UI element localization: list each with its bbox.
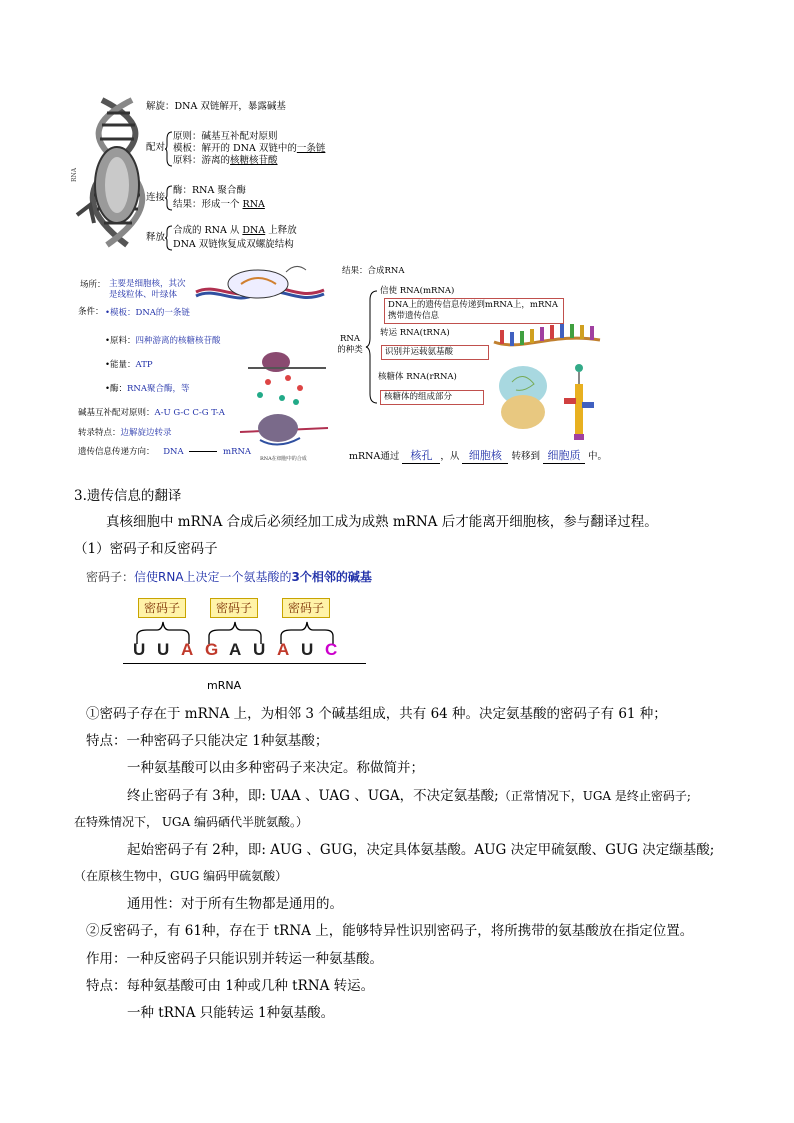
cond-material: •原料：四种游离的核糖核苷酸 bbox=[105, 336, 221, 346]
para-universality: 通用性：对于所有生物都是通用的。 bbox=[127, 896, 343, 912]
rrna-title: 核糖体 RNA(rRNA) bbox=[378, 372, 457, 382]
cond-label: 条件： bbox=[78, 307, 104, 317]
para-stop-note: 在特殊情况下， UGA 编码硒代半胱氨酸。） bbox=[74, 815, 308, 829]
rna-synthesis-figure bbox=[238, 340, 330, 462]
codon-box-2: 密码子 bbox=[210, 598, 258, 618]
para-anticodon: ②反密码子，有 61种，存在于 tRNA 上，能够特异性识别密码子，将所携带的氨基酸放在指定位置。 bbox=[86, 923, 694, 939]
svg-text:RNA: RNA bbox=[71, 167, 78, 182]
step-link-label: 连接 bbox=[146, 192, 166, 203]
para-anticodon-feature: 特点：每种氨基酸可由 1种或几种 tRNA 转运。 bbox=[86, 978, 375, 994]
rrna-desc: 核糖体的组成部分 bbox=[380, 390, 484, 405]
codon-box-1: 密码子 bbox=[138, 598, 186, 618]
mrna-base: A bbox=[229, 640, 242, 659]
link-result: 结果：形成一个 RNA bbox=[173, 199, 265, 210]
trna-desc: 识别并运载氨基酸 bbox=[381, 345, 489, 360]
mrna-base: U bbox=[301, 640, 314, 659]
mrna-label: mRNA bbox=[207, 679, 242, 692]
para-degeneracy: 一种氨基酸可以由多种密码子来决定。称做简并； bbox=[127, 760, 424, 776]
cond-energy: •能量：ATP bbox=[105, 360, 153, 370]
para-start-note: （在原核生物中，GUG 编码甲硫氨酸） bbox=[74, 869, 288, 883]
para-anticodon-function: 作用：一种反密码子只能识别并转运一种氨基酸。 bbox=[86, 951, 383, 967]
section-intro: 真核细胞中 mRNA 合成后必须经加工成为成熟 mRNA 后才能离开细胞核，参与翻译过程。 bbox=[106, 514, 658, 530]
transcription-feature: 转录特点：边解旋边转录 bbox=[78, 428, 172, 438]
place-value: 主要是细胞核，其次是线粒体、叶绿体 bbox=[109, 279, 186, 300]
rna-synthesis-caption: RNA在细胞中的合成 bbox=[260, 456, 307, 462]
mrna-base: U bbox=[157, 640, 170, 659]
mrna-strand-figure bbox=[492, 322, 602, 362]
mrna-base: G bbox=[205, 640, 219, 659]
pair-template: 模板：解开的 DNA 双链中的一条链 bbox=[173, 143, 326, 154]
link-enzyme: 酶：RNA 聚合酶 bbox=[173, 185, 246, 196]
step-unwind: 解旋：DNA 双链解开，暴露碱基 bbox=[146, 101, 286, 112]
result-text: 结果：合成RNA bbox=[342, 266, 405, 276]
trna-figure bbox=[562, 362, 596, 442]
mrna-base: C bbox=[325, 640, 338, 659]
step-pair-label: 配对 bbox=[146, 142, 166, 153]
ribosome-figure bbox=[494, 362, 552, 432]
para-stop-codon: 终止密码子有 3种，即: UAA 、UAG 、UGA，不决定氨基酸;（正常情况下，UGA 是终止密码子; bbox=[127, 788, 691, 804]
para-codon-feature: 特点：一种密码子只能决定 1种氨基酸； bbox=[86, 733, 329, 749]
para-trna-one-aa: 一种 tRNA 只能转运 1种氨基酸。 bbox=[127, 1005, 335, 1021]
rna-types-brace bbox=[366, 290, 378, 404]
codon-box-3: 密码子 bbox=[282, 598, 330, 618]
pairing-rule: 碱基互补配对原则：A-U G-C C-G T-A bbox=[78, 408, 225, 418]
cond-template: •模板：DNA的一条链 bbox=[105, 308, 190, 318]
mrna-base: A bbox=[277, 640, 290, 659]
step-release-label: 释放 bbox=[146, 232, 166, 243]
trna-title: 转运 RNA(tRNA) bbox=[380, 328, 450, 338]
mrna-base: U bbox=[253, 640, 266, 659]
brace-release bbox=[165, 225, 173, 251]
mrna-desc: DNA上的遗传信息传递到mRNA上，mRNA携带遗传信息 bbox=[384, 298, 564, 324]
place-label: 场所： bbox=[80, 280, 106, 290]
codon-definition: 密码子：信使RNA上决定一个氨基酸的3个相邻的碱基 bbox=[86, 570, 372, 584]
release-line2: DNA 双链恢复成双螺旋结构 bbox=[173, 239, 294, 250]
release-line1: 合成的 RNA 从 DNA 上释放 bbox=[173, 225, 297, 236]
para-start-codon: 起始密码子有 2种，即: AUG 、GUG，决定具体氨基酸。AUG 决定甲硫氨酸、GUG 决定缬基酸; bbox=[127, 842, 715, 858]
mrna-title: 信使 RNA(mRNA) bbox=[380, 286, 455, 296]
pair-principle: 原则：碱基互补配对原则 bbox=[173, 131, 278, 142]
mrna-route: mRNA通过 核孔 ，从 细胞核 转移到 细胞质 中。 bbox=[349, 449, 608, 462]
flow-arrow bbox=[189, 451, 217, 452]
cond-enzyme: •酶：RNA聚合酶，等 bbox=[105, 384, 190, 394]
subsection-codon: （1）密码子和反密码子 bbox=[74, 541, 218, 557]
transcription-bubble-figure bbox=[196, 262, 326, 316]
mrna-baseline bbox=[123, 663, 366, 664]
brace-link bbox=[165, 185, 173, 211]
pair-material: 原料：游离的核糖核苷酸 bbox=[173, 155, 278, 166]
info-flow: 遗传信息传递方向： DNA mRNA bbox=[78, 447, 252, 457]
mrna-base: A bbox=[181, 640, 194, 659]
section-heading: 3.遗传信息的翻译 bbox=[74, 488, 182, 504]
mrna-base: U bbox=[133, 640, 146, 659]
brace-pair bbox=[165, 131, 173, 167]
rna-types-label: RNA的种类 bbox=[337, 334, 363, 355]
para-codon-location: ①密码子存在于 mRNA 上，为相邻 3 个碱基组成，共有 64 种。决定氨基酸的密码子有 61 种； bbox=[86, 706, 667, 722]
